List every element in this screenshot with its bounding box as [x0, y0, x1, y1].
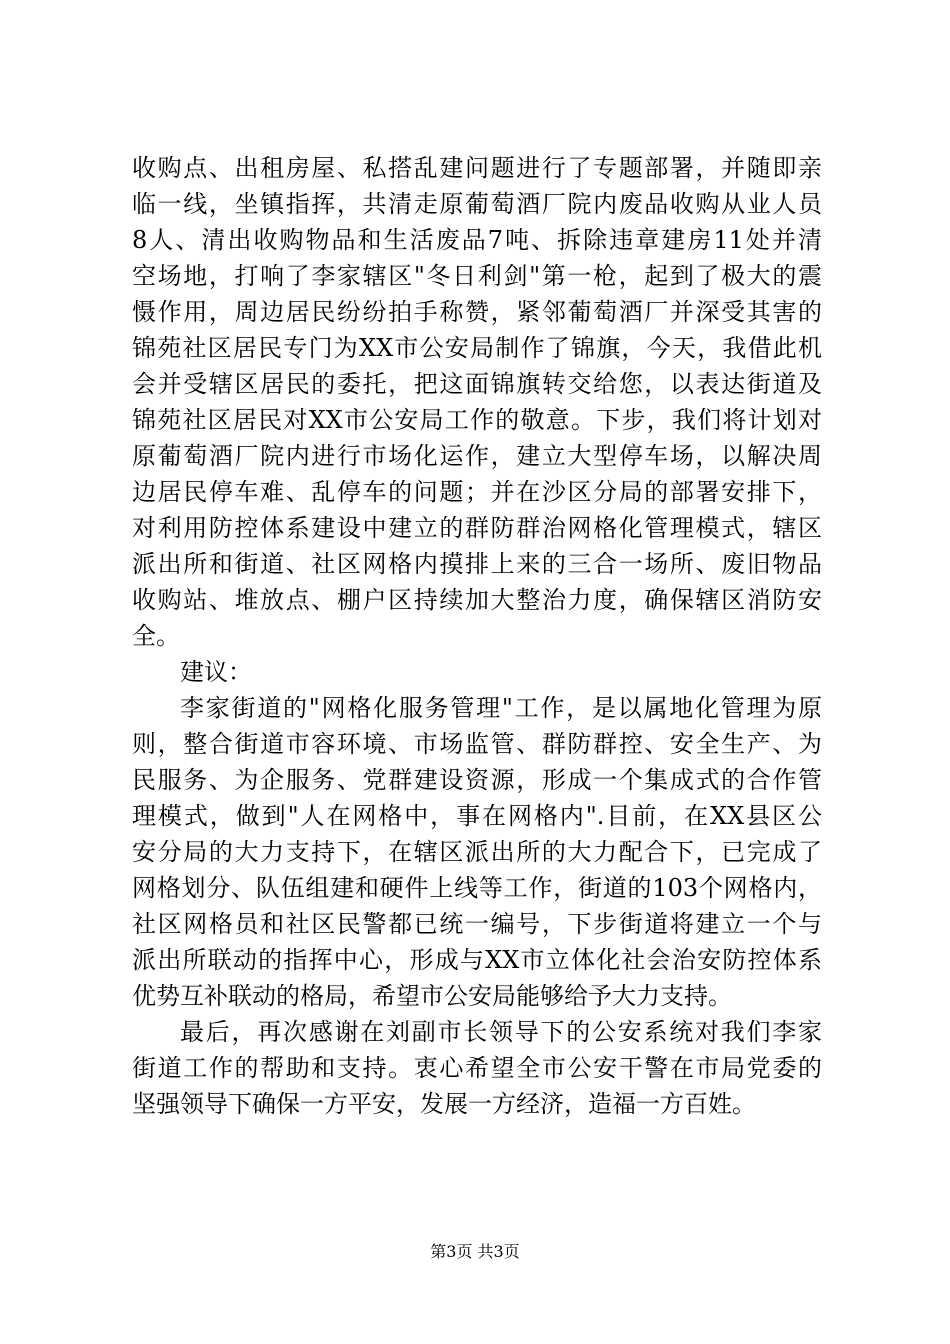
paragraph-line: 理模式，做到"人在网格中，事在网格内".目前，在XX县区公: [132, 802, 822, 830]
paragraph-line: 网格划分、队伍组建和硬件上线等工作，街道的103个网格内，: [132, 874, 822, 902]
paragraph-line: 街道工作的帮助和支持。衷心希望全市公安干警在市局党委的: [132, 1054, 822, 1082]
paragraph-line: 临一线，坐镇指挥，共清走原葡萄酒厂院内废品收购从业人员: [132, 190, 822, 218]
paragraph-line: 全。: [132, 622, 180, 650]
paragraph-line: 原葡萄酒厂院内进行市场化运作，建立大型停车场，以解决周: [132, 442, 822, 470]
paragraph-line: 空场地，打响了李家辖区"冬日利剑"第一枪，起到了极大的震: [132, 262, 822, 290]
document-body: [132, 150, 822, 1122]
paragraph-line: 收购点、出租房屋、私搭乱建问题进行了专题部署，并随即亲: [132, 154, 822, 182]
page-number: 第3页 共3页: [430, 1242, 520, 1261]
section-heading: 建议：: [180, 658, 252, 686]
paragraph-line: 边居民停车难、乱停车的问题；并在沙区分局的部署安排下，: [132, 478, 822, 506]
paragraph-line: 则，整合街道市容环境、市场监管、群防群控、安全生产、为: [132, 730, 822, 758]
paragraph-line: 锦苑社区居民对XX市公安局工作的敬意。下步，我们将计划对: [132, 406, 822, 434]
paragraph-line: 锦苑社区居民专门为XX市公安局制作了锦旗，今天，我借此机: [132, 334, 822, 362]
paragraph-line: 8人、清出收购物品和生活废品7吨、拆除违章建房11处并清: [132, 226, 822, 254]
paragraph-line: 收购站、堆放点、棚户区持续加大整治力度，确保辖区消防安: [132, 586, 822, 614]
paragraph-line: 最后，再次感谢在刘副市长领导下的公安系统对我们李家: [180, 1018, 822, 1046]
paragraph-line: 会并受辖区居民的委托，把这面锦旗转交给您，以表达街道及: [132, 370, 822, 398]
paragraph-line: 社区网格员和社区民警都已统一编号，下步街道将建立一个与: [132, 910, 822, 938]
paragraph-line: 优势互补联动的格局，希望市公安局能够给予大力支持。: [132, 982, 732, 1010]
paragraph-line: 对利用防控体系建设中建立的群防群治网格化管理模式，辖区: [132, 514, 822, 542]
paragraph-line: 安分局的大力支持下，在辖区派出所的大力配合下，已完成了: [132, 838, 822, 866]
paragraph-line: 派出所和街道、社区网格内摸排上来的三合一场所、废旧物品: [132, 550, 822, 578]
paragraph-line: 派出所联动的指挥中心，形成与XX市立体化社会治安防控体系: [132, 946, 822, 974]
page-footer: [0, 1240, 950, 1264]
paragraph-line: 坚强领导下确保一方平安，发展一方经济，造福一方百姓。: [132, 1090, 756, 1118]
paragraph-line: 慑作用，周边居民纷纷拍手称赞，紧邻葡萄酒厂并深受其害的: [132, 298, 822, 326]
paragraph-line: 民服务、为企服务、党群建设资源，形成一个集成式的合作管: [132, 766, 822, 794]
paragraph-line: 李家街道的"网格化服务管理"工作，是以属地化管理为原: [180, 694, 822, 722]
